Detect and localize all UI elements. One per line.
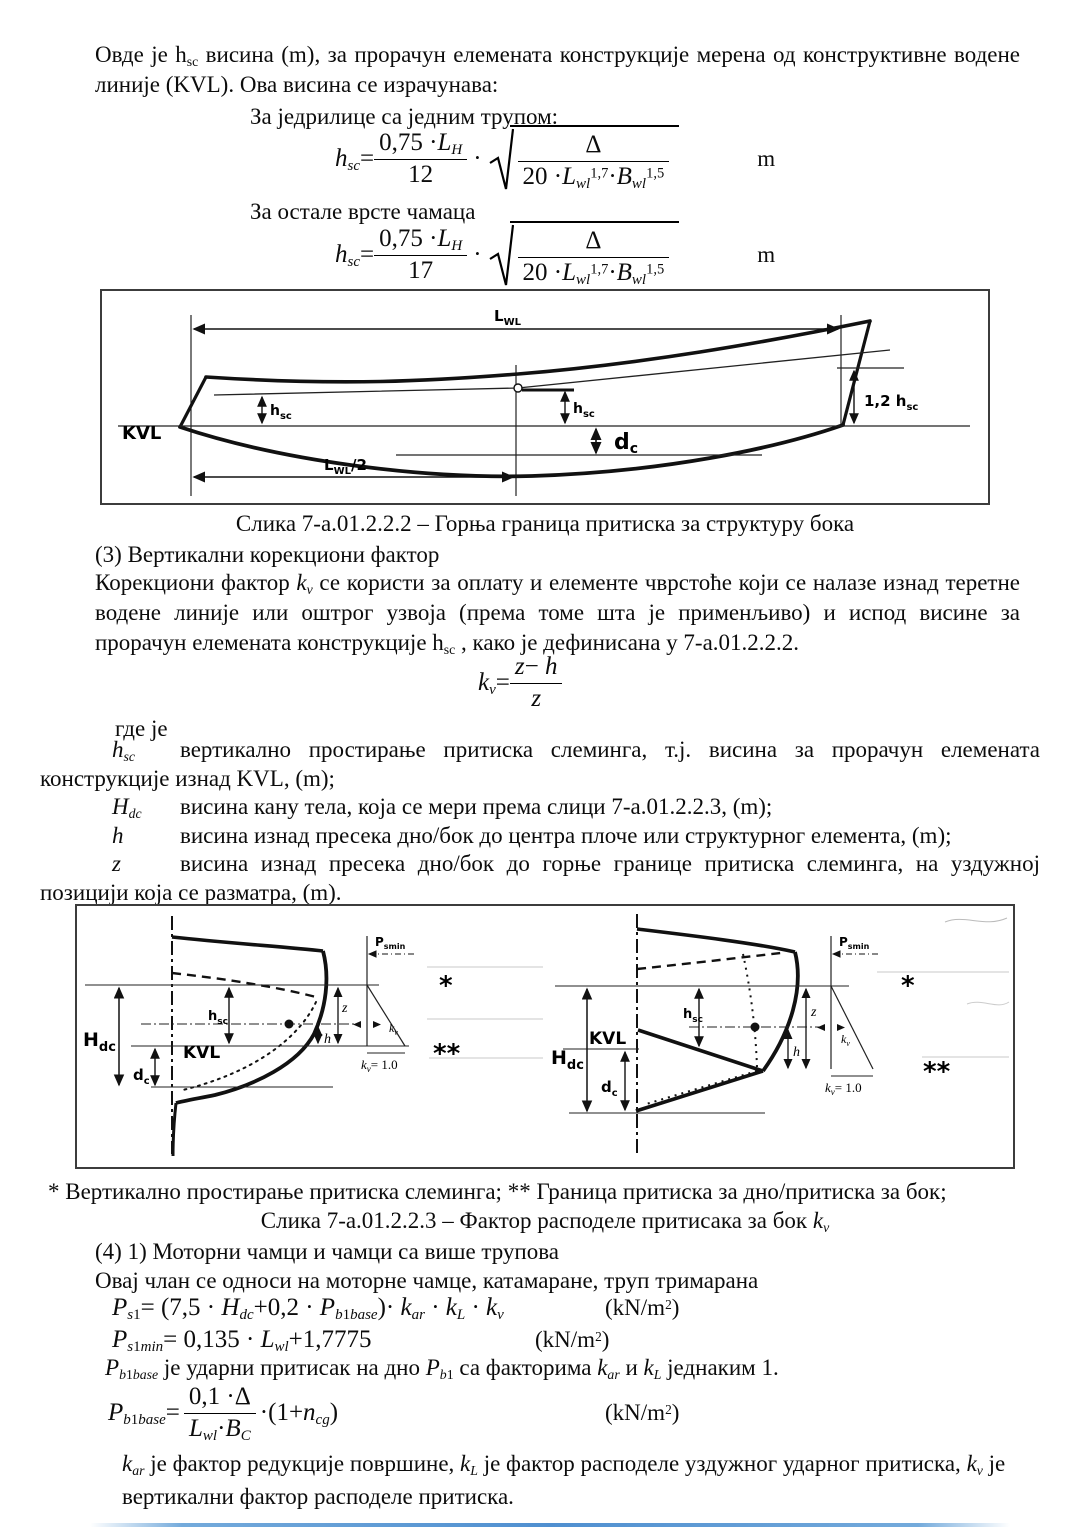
figure-kv-distribution — [75, 904, 1015, 1169]
transom — [180, 377, 206, 427]
kv-arrow-left — [353, 1021, 361, 1028]
deck-line — [637, 929, 795, 952]
kv-label: $k_v$ — [841, 1032, 850, 1048]
kvl-label: KVL — [122, 423, 162, 444]
formula-lhs: $P_{b1base}=$ — [108, 1399, 180, 1429]
unit-m: m — [757, 242, 776, 267]
kv-arrow-right — [837, 1024, 845, 1031]
unit-m: m — [757, 146, 776, 171]
definition-hdc: $H_{dc}$ висина кану тела, која се мери према слици 7-а.01.2.2.3, (m); — [112, 794, 773, 821]
keel-line — [180, 425, 843, 476]
formula-rhs: $\cdot(1+n_{cg})$ — [259, 1399, 339, 1429]
section4-paragraph: Овај члан се односи на моторне чамце, катамаране, труп тримарана — [95, 1268, 759, 1293]
kvl-label: KVL — [183, 1043, 221, 1063]
kv-diagonal — [367, 985, 405, 1046]
lwl-label: $L_{WL}$ — [494, 307, 521, 328]
formula-lhs: $k_v=$ — [478, 669, 510, 699]
formula-expression: $P_{s1}= (7,5 \cdot H_{dc}+0,2 \cdot P_{b1base})\cdot k_{ar} \cdot k_L \cdot k_v$ — [112, 1294, 504, 1324]
hsc12-label: 1,2 $h_{sc}$ — [864, 392, 919, 413]
psmin-label: $P_{smin}$ — [375, 935, 406, 951]
unit-kn-m2: $(kN/m^2)$ — [605, 1400, 680, 1425]
hsc-left-label: $h_{sc}$ — [270, 403, 292, 422]
deck-line — [172, 937, 323, 951]
square-root: $\frac{\Delta}{20 \cdot L_{wl}^{1,7}\cdot B_{wl}^{1,5}}$ — [488, 125, 680, 193]
figure1-drawing — [102, 291, 988, 503]
hsc-mid-label: $h_{sc}$ — [573, 401, 595, 420]
scan-artifact — [945, 918, 1007, 922]
hsc-label: $h_{sc}$ — [683, 1007, 703, 1025]
scan-artifact — [967, 1002, 1009, 1005]
round-bilge-section — [83, 916, 543, 1156]
fraction: $\frac{0,75 \cdot L_H}{12}$ — [374, 129, 467, 190]
formula-pb1base — [108, 1384, 1008, 1442]
star-mark: * — [901, 971, 915, 1001]
unit-kn-m2: $(kN/m^2)$ — [535, 1327, 610, 1352]
formula-kv — [478, 652, 562, 714]
kv10-label: $k_v= 1.0$ — [825, 1080, 862, 1097]
fraction: $\frac{0,1 \cdot\Delta}{L_{wl}\cdot B_C}$ — [184, 1383, 256, 1444]
section3-paragraph: Корекциони фактор $k_v$ се користи за оплату и елементе чврстоће који се налазе изнад теретне водене линије или оштрог узвоја (према томе шта је применљиво) и испод висине за прорачун елемената конструкције $h_{sc}$ , како је дефинисана у 7-а.01.2.2.2. — [95, 570, 1020, 657]
hsc-label: $h_{sc}$ — [208, 1009, 228, 1027]
pb1base-paragraph: $P_{b1base}$ је ударни притисак на дно $P_{b1}$ са факторима $k_{ar}$ и $k_L$ једнаким 1. — [105, 1355, 779, 1382]
other-boats-heading: За остале врсте чамаца — [250, 199, 476, 224]
bottom-lower-panel — [636, 1071, 763, 1111]
hdc-label: $H_{dc}$ — [83, 1029, 116, 1055]
double-star-mark: ** — [923, 1057, 951, 1087]
figure2-drawing — [77, 906, 1013, 1167]
dotted-bottom-line — [643, 1071, 757, 1105]
dotted-hull-line — [743, 954, 757, 1068]
formula-hsc-other-boats — [335, 216, 775, 294]
intro-paragraph: Овде је $h_{sc}$ висина (m), за прорачун елемената конструкције мерена од конструктивне водене линије (KVL). Ова висина се израчунава: — [95, 42, 1020, 97]
multiplication-dot: · — [473, 241, 482, 268]
psmin-label: $P_{smin}$ — [839, 935, 870, 951]
hdc-label: $H_{dc}$ — [551, 1047, 584, 1073]
dc-label: $d_c$ — [133, 1066, 150, 1087]
formula-expression: $P_{s1min}= 0,135 \cdot L_{wl}+1,7775$ — [112, 1326, 372, 1356]
star-mark: * — [439, 971, 453, 1001]
kv-label: $k_v$ — [389, 1021, 398, 1037]
figure1-caption: Слика 7-а.01.2.2.2 – Горња граница притиска за структуру бока — [235, 511, 855, 536]
keel-fin — [173, 1103, 176, 1156]
dc-label: dc — [614, 430, 639, 457]
definition-hsc: $h_{sc}$ вертикално простирање притиска слеминга, т.ј. висина за прорачун елемената конструкције изнад KVL, (m); — [40, 737, 1040, 791]
square-root: $\frac{\Delta}{20 \cdot L_{wl}^{1,7}\cdot B_{wl}^{1,5}}$ — [488, 221, 680, 289]
definitions-list — [0, 736, 1090, 907]
element-marker — [751, 1023, 760, 1032]
fraction: $\frac{z- h}{z}$ — [510, 653, 563, 714]
formula-lhs: $h_{sc}=$ — [335, 145, 375, 175]
hull-side — [176, 951, 326, 1103]
formula-ps1 — [112, 1291, 1012, 1325]
kv10-label: $k_v= 1.0$ — [361, 1057, 398, 1074]
fraction: $\frac{0,75 \cdot L_H}{17}$ — [374, 225, 467, 286]
bottom-accent-line — [90, 1523, 1010, 1527]
sheer-line — [206, 321, 870, 382]
sailboat-heading: За једрилице са једним трупом: — [250, 104, 559, 129]
hard-chine-section — [551, 914, 1009, 1156]
definition-h: h висина изнад пресека дно/бок до центра плоче или структурног елемента, (m); — [112, 822, 952, 848]
z-label: z — [342, 1001, 348, 1016]
midpoint-marker — [514, 384, 522, 392]
figure2-footnote: * Вертикално простирање притиска слеминга; ** Граница притиска за дно/притиска за бок; — [48, 1179, 947, 1204]
section3-heading: (3) Вертикални корекциони фактор — [95, 542, 440, 567]
lwl2-label: $L_{WL}/2$ — [324, 456, 367, 477]
figure-side-pressure-limit — [100, 289, 990, 505]
kv-arrow-right — [373, 1021, 381, 1028]
kvl-label: KVL — [589, 1029, 627, 1049]
z-label: z — [811, 1005, 817, 1020]
bottom-upper-panel — [638, 1030, 763, 1071]
unit-kn-m2: $(kN/m^2)$ — [605, 1295, 680, 1320]
formula-hsc-sailboats — [335, 120, 775, 198]
kv-arrow-left — [817, 1024, 825, 1031]
section4-heading: (4) 1) Моторни чамци и чамци са више трупова — [95, 1239, 560, 1264]
formula-lhs: $h_{sc}=$ — [335, 241, 375, 271]
dashed-deck-line — [637, 953, 781, 969]
h-label: h — [324, 1032, 331, 1047]
figure2-caption: Слика 7-а.01.2.2.3 – Фактор расподеле притисака за бок $k_v$ — [260, 1208, 830, 1235]
where-label: где је — [115, 716, 168, 741]
definition-z: z висина изнад пресека дно/бок до горње границе притиска слеминга, на уздужној позицији која се разматра, (m). — [40, 851, 1040, 905]
element-marker — [285, 1020, 294, 1029]
multiplication-dot: · — [473, 145, 482, 172]
h-label: h — [793, 1045, 800, 1060]
closing-paragraph: $k_{ar}$ је фактор редукције површине, $k_L$ је фактор расподеле уздужног ударног притиска, $k_v$ је вертикални фактор расподеле притиска. — [122, 1451, 1006, 1509]
dc-label: $d_c$ — [601, 1078, 618, 1099]
formula-ps1min — [112, 1323, 1012, 1357]
double-star-mark: ** — [433, 1039, 461, 1069]
